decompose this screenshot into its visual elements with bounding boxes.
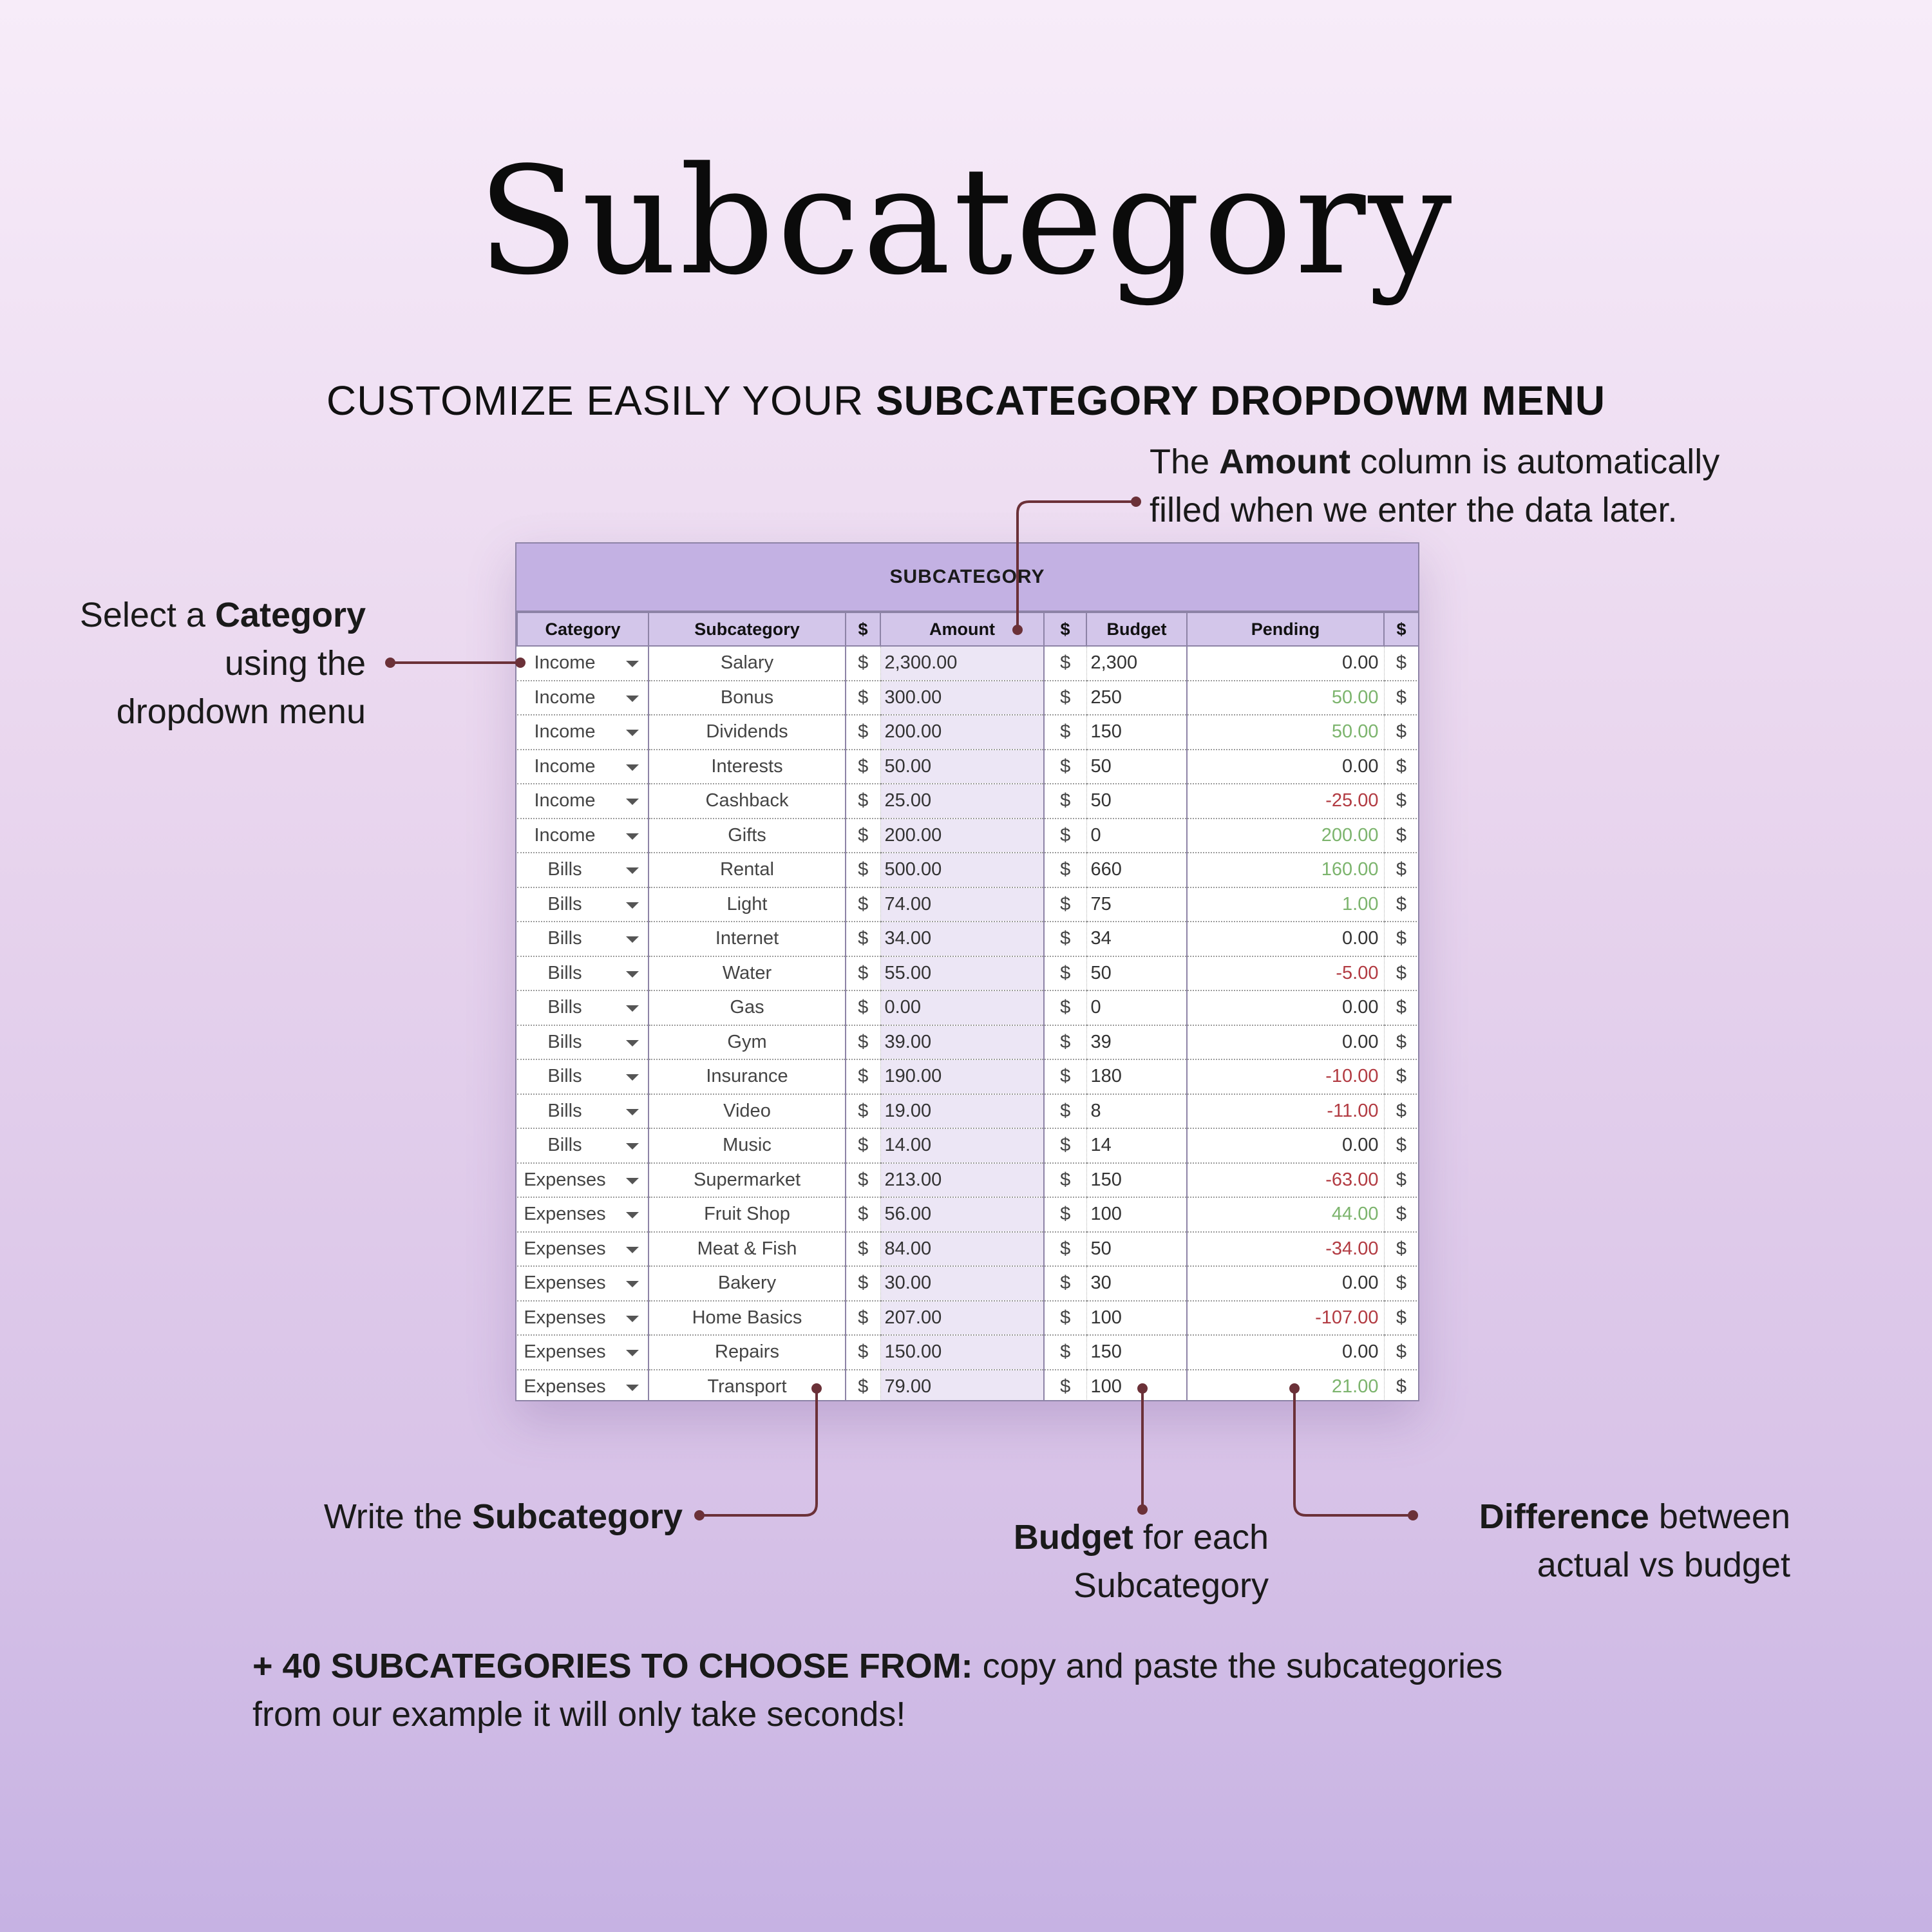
amount-cell: 79.00 bbox=[880, 1370, 1044, 1402]
subcategory-cell[interactable]: Home Basics bbox=[649, 1301, 846, 1336]
header-amount: Amount bbox=[880, 612, 1044, 646]
table-row bbox=[517, 646, 1419, 681]
budget-cell[interactable]: 100 bbox=[1086, 1197, 1187, 1232]
table-row bbox=[517, 1059, 1419, 1094]
chevron-down-icon[interactable] bbox=[626, 1281, 639, 1287]
header-currency: $ bbox=[1384, 612, 1419, 646]
currency-symbol: $ bbox=[1044, 1163, 1086, 1198]
callout-dot bbox=[1131, 497, 1141, 507]
budget-cell[interactable]: 8 bbox=[1086, 1094, 1187, 1129]
chevron-down-icon[interactable] bbox=[626, 799, 639, 805]
table-header-row bbox=[517, 612, 1419, 646]
currency-symbol: $ bbox=[1044, 1128, 1086, 1163]
header-currency: $ bbox=[846, 612, 880, 646]
category-note bbox=[26, 591, 366, 736]
category-value: Bills bbox=[547, 893, 582, 914]
currency-symbol: $ bbox=[1384, 646, 1419, 681]
category-value: Bills bbox=[547, 928, 582, 949]
amount-cell: 200.00 bbox=[880, 819, 1044, 853]
budget-cell[interactable]: 30 bbox=[1086, 1266, 1187, 1301]
currency-symbol: $ bbox=[1044, 887, 1086, 922]
table-row bbox=[517, 1301, 1419, 1336]
pending-cell: 0.00 bbox=[1187, 1025, 1384, 1060]
currency-symbol: $ bbox=[846, 750, 880, 784]
category-value: Bills bbox=[547, 859, 582, 880]
chevron-down-icon[interactable] bbox=[626, 1247, 639, 1253]
amount-cell: 55.00 bbox=[880, 956, 1044, 991]
table-row bbox=[517, 1128, 1419, 1163]
table-row bbox=[517, 750, 1419, 784]
subcategory-note-bold: Subcategory bbox=[471, 1497, 683, 1536]
amount-cell: 190.00 bbox=[880, 1059, 1044, 1094]
budget-cell[interactable]: 39 bbox=[1086, 1025, 1187, 1060]
category-value: Income bbox=[534, 652, 596, 674]
currency-symbol: $ bbox=[1044, 1301, 1086, 1336]
category-value: Expenses bbox=[524, 1307, 606, 1328]
currency-symbol: $ bbox=[1044, 1370, 1086, 1402]
subcategory-cell[interactable]: Gym bbox=[649, 1025, 846, 1060]
chevron-down-icon[interactable] bbox=[626, 1385, 639, 1391]
currency-symbol: $ bbox=[1044, 646, 1086, 681]
currency-symbol: $ bbox=[1384, 887, 1419, 922]
category-value: Expenses bbox=[524, 1341, 606, 1363]
currency-symbol: $ bbox=[1044, 819, 1086, 853]
pending-cell: 0.00 bbox=[1187, 1335, 1384, 1370]
subcategory-cell[interactable]: Fruit Shop bbox=[649, 1197, 846, 1232]
category-value: Bills bbox=[547, 1100, 582, 1121]
pending-cell: -5.00 bbox=[1187, 956, 1384, 991]
chevron-down-icon[interactable] bbox=[626, 764, 639, 771]
currency-symbol: $ bbox=[846, 1197, 880, 1232]
category-value: Income bbox=[534, 721, 596, 743]
budget-cell[interactable]: 150 bbox=[1086, 1335, 1187, 1370]
amount-cell: 39.00 bbox=[880, 1025, 1044, 1060]
footer-text: copy and paste the subcategories bbox=[972, 1647, 1503, 1685]
currency-symbol: $ bbox=[846, 1370, 880, 1402]
amount-cell: 500.00 bbox=[880, 853, 1044, 887]
category-dropdown[interactable] bbox=[517, 681, 649, 715]
pending-cell: 0.00 bbox=[1187, 1266, 1384, 1301]
subcategory-cell[interactable]: Video bbox=[649, 1094, 846, 1129]
currency-symbol: $ bbox=[1384, 1128, 1419, 1163]
header-category: Category bbox=[517, 612, 649, 646]
currency-symbol: $ bbox=[1044, 715, 1086, 750]
header-subcategory: Subcategory bbox=[649, 612, 846, 646]
table-row bbox=[517, 1232, 1419, 1267]
table-row bbox=[517, 990, 1419, 1025]
currency-symbol: $ bbox=[1044, 956, 1086, 991]
amount-cell: 207.00 bbox=[880, 1301, 1044, 1336]
chevron-down-icon[interactable] bbox=[626, 696, 639, 702]
subcategory-cell[interactable]: Gifts bbox=[649, 819, 846, 853]
category-dropdown[interactable] bbox=[517, 646, 649, 681]
category-note-pre: Select a bbox=[79, 596, 215, 634]
category-dropdown[interactable] bbox=[517, 922, 649, 956]
pending-cell: 21.00 bbox=[1187, 1370, 1384, 1402]
pending-cell: 0.00 bbox=[1187, 750, 1384, 784]
chevron-down-icon[interactable] bbox=[626, 833, 639, 840]
category-value: Bills bbox=[547, 962, 582, 983]
currency-symbol: $ bbox=[1044, 1094, 1086, 1129]
table-row bbox=[517, 1197, 1419, 1232]
currency-symbol: $ bbox=[1384, 922, 1419, 956]
amount-cell: 50.00 bbox=[880, 750, 1044, 784]
currency-symbol: $ bbox=[1384, 1163, 1419, 1198]
category-dropdown[interactable] bbox=[517, 1335, 649, 1370]
currency-symbol: $ bbox=[1044, 1335, 1086, 1370]
category-dropdown[interactable] bbox=[517, 1197, 649, 1232]
chevron-down-icon[interactable] bbox=[626, 1143, 639, 1150]
subcategory-sheet bbox=[515, 542, 1419, 1401]
callout-dot bbox=[385, 658, 395, 668]
budget-cell[interactable]: 50 bbox=[1086, 1232, 1187, 1267]
pending-cell: 50.00 bbox=[1187, 681, 1384, 715]
subcategory-cell[interactable]: Gas bbox=[649, 990, 846, 1025]
currency-symbol: $ bbox=[1384, 784, 1419, 819]
currency-symbol: $ bbox=[846, 646, 880, 681]
amount-cell: 56.00 bbox=[880, 1197, 1044, 1232]
table-row bbox=[517, 922, 1419, 956]
currency-symbol: $ bbox=[846, 1232, 880, 1267]
currency-symbol: $ bbox=[846, 1094, 880, 1129]
category-dropdown[interactable] bbox=[517, 853, 649, 887]
budget-cell[interactable]: 180 bbox=[1086, 1059, 1187, 1094]
chevron-down-icon[interactable] bbox=[626, 1074, 639, 1081]
amount-cell: 84.00 bbox=[880, 1232, 1044, 1267]
budget-cell[interactable]: 34 bbox=[1086, 922, 1187, 956]
chevron-down-icon[interactable] bbox=[626, 661, 639, 667]
budget-cell[interactable]: 14 bbox=[1086, 1128, 1187, 1163]
table-row bbox=[517, 1163, 1419, 1198]
pending-cell: 0.00 bbox=[1187, 1128, 1384, 1163]
chevron-down-icon[interactable] bbox=[626, 1005, 639, 1012]
currency-symbol: $ bbox=[846, 990, 880, 1025]
table-row bbox=[517, 1335, 1419, 1370]
subcategory-cell[interactable]: Meat & Fish bbox=[649, 1232, 846, 1267]
category-value: Expenses bbox=[524, 1238, 606, 1259]
table-row bbox=[517, 853, 1419, 887]
pending-cell: -107.00 bbox=[1187, 1301, 1384, 1336]
subcategory-cell[interactable]: Internet bbox=[649, 922, 846, 956]
category-value: Income bbox=[534, 755, 596, 777]
budget-cell[interactable]: 100 bbox=[1086, 1301, 1187, 1336]
table-row bbox=[517, 1094, 1419, 1129]
budget-note-line2: Subcategory bbox=[1073, 1566, 1269, 1605]
callout-dot bbox=[694, 1510, 705, 1520]
currency-symbol: $ bbox=[846, 956, 880, 991]
amount-note-post: column is automatically bbox=[1350, 442, 1720, 481]
table-row bbox=[517, 784, 1419, 819]
subcategory-cell[interactable]: Water bbox=[649, 956, 846, 991]
category-value: Expenses bbox=[524, 1169, 606, 1190]
category-dropdown[interactable] bbox=[517, 715, 649, 750]
pending-cell: 160.00 bbox=[1187, 853, 1384, 887]
currency-symbol: $ bbox=[1044, 1266, 1086, 1301]
amount-note bbox=[1150, 438, 1858, 535]
page-subtitle bbox=[0, 377, 1932, 424]
currency-symbol: $ bbox=[1044, 1197, 1086, 1232]
difference-note-post: between bbox=[1649, 1497, 1790, 1536]
amount-cell: 34.00 bbox=[880, 922, 1044, 956]
category-value: Income bbox=[534, 790, 596, 811]
amount-cell: 300.00 bbox=[880, 681, 1044, 715]
currency-symbol: $ bbox=[1384, 1059, 1419, 1094]
budget-cell[interactable]: 75 bbox=[1086, 887, 1187, 922]
category-note-line2: using the bbox=[224, 644, 366, 683]
subcategory-cell[interactable]: Interests bbox=[649, 750, 846, 784]
currency-symbol: $ bbox=[846, 715, 880, 750]
amount-cell: 150.00 bbox=[880, 1335, 1044, 1370]
budget-cell[interactable]: 150 bbox=[1086, 715, 1187, 750]
category-dropdown[interactable] bbox=[517, 990, 649, 1025]
currency-symbol: $ bbox=[846, 1025, 880, 1060]
currency-symbol: $ bbox=[846, 819, 880, 853]
budget-cell[interactable]: 50 bbox=[1086, 956, 1187, 991]
currency-symbol: $ bbox=[846, 1301, 880, 1336]
header-budget: Budget bbox=[1086, 612, 1187, 646]
budget-note bbox=[902, 1513, 1269, 1610]
table-row bbox=[517, 887, 1419, 922]
footer-bold: + 40 SUBCATEGORIES TO CHOOSE FROM: bbox=[252, 1647, 973, 1685]
chevron-down-icon[interactable] bbox=[626, 1316, 639, 1322]
currency-symbol: $ bbox=[1384, 715, 1419, 750]
currency-symbol: $ bbox=[1384, 1094, 1419, 1129]
currency-symbol: $ bbox=[1044, 784, 1086, 819]
pending-cell: -10.00 bbox=[1187, 1059, 1384, 1094]
chevron-down-icon[interactable] bbox=[626, 1350, 639, 1356]
header-pending: Pending bbox=[1187, 612, 1384, 646]
subcategory-cell[interactable]: Rental bbox=[649, 853, 846, 887]
category-dropdown[interactable] bbox=[517, 1301, 649, 1336]
currency-symbol: $ bbox=[846, 1163, 880, 1198]
chevron-down-icon[interactable] bbox=[626, 971, 639, 978]
budget-cell[interactable]: 250 bbox=[1086, 681, 1187, 715]
pending-cell: 44.00 bbox=[1187, 1197, 1384, 1232]
subcategory-cell[interactable]: Dividends bbox=[649, 715, 846, 750]
category-dropdown[interactable] bbox=[517, 1266, 649, 1301]
currency-symbol: $ bbox=[1384, 1025, 1419, 1060]
table-row bbox=[517, 715, 1419, 750]
budget-cell[interactable]: 0 bbox=[1086, 819, 1187, 853]
chevron-down-icon[interactable] bbox=[626, 730, 639, 736]
budget-cell[interactable]: 150 bbox=[1086, 1163, 1187, 1198]
subcategory-cell[interactable]: Repairs bbox=[649, 1335, 846, 1370]
chevron-down-icon[interactable] bbox=[626, 936, 639, 943]
currency-symbol: $ bbox=[1044, 990, 1086, 1025]
table-row bbox=[517, 1266, 1419, 1301]
subcategory-note bbox=[245, 1493, 683, 1541]
subcategory-cell[interactable]: Bonus bbox=[649, 681, 846, 715]
chevron-down-icon[interactable] bbox=[626, 1109, 639, 1115]
currency-symbol: $ bbox=[1044, 1059, 1086, 1094]
currency-symbol: $ bbox=[1044, 750, 1086, 784]
subcategory-note-pre: Write the bbox=[323, 1497, 472, 1536]
table-row bbox=[517, 956, 1419, 991]
amount-cell: 25.00 bbox=[880, 784, 1044, 819]
category-value: Bills bbox=[547, 1135, 582, 1156]
category-note-line3: dropdown menu bbox=[116, 692, 366, 731]
subcategory-cell[interactable]: Music bbox=[649, 1128, 846, 1163]
chevron-down-icon[interactable] bbox=[626, 902, 639, 909]
subcategory-cell[interactable]: Supermarket bbox=[649, 1163, 846, 1198]
category-value: Income bbox=[534, 687, 596, 708]
currency-symbol: $ bbox=[1384, 956, 1419, 991]
amount-cell: 2,300.00 bbox=[880, 646, 1044, 681]
pending-cell: -63.00 bbox=[1187, 1163, 1384, 1198]
footer-line2: from our example it will only take seconds! bbox=[252, 1695, 906, 1734]
amount-cell: 0.00 bbox=[880, 990, 1044, 1025]
category-value: Bills bbox=[547, 1066, 582, 1087]
currency-symbol: $ bbox=[1384, 990, 1419, 1025]
currency-symbol: $ bbox=[1044, 1232, 1086, 1267]
category-dropdown[interactable] bbox=[517, 1232, 649, 1267]
pending-cell: 1.00 bbox=[1187, 887, 1384, 922]
subtitle-bold: SUBCATEGORY DROPDOWM MENU bbox=[875, 377, 1606, 424]
currency-symbol: $ bbox=[1384, 853, 1419, 887]
amount-cell: 200.00 bbox=[880, 715, 1044, 750]
budget-cell[interactable]: 2,300 bbox=[1086, 646, 1187, 681]
category-dropdown[interactable] bbox=[517, 1025, 649, 1060]
budget-cell[interactable]: 0 bbox=[1086, 990, 1187, 1025]
subtitle-regular: CUSTOMIZE EASILY YOUR bbox=[326, 377, 876, 424]
chevron-down-icon[interactable] bbox=[626, 1040, 639, 1046]
currency-symbol: $ bbox=[1384, 750, 1419, 784]
currency-symbol: $ bbox=[1044, 922, 1086, 956]
budget-note-post: for each bbox=[1133, 1518, 1269, 1557]
currency-symbol: $ bbox=[846, 1128, 880, 1163]
pending-cell: -34.00 bbox=[1187, 1232, 1384, 1267]
table-row bbox=[517, 819, 1419, 853]
pending-cell: 0.00 bbox=[1187, 990, 1384, 1025]
currency-symbol: $ bbox=[846, 1335, 880, 1370]
budget-cell[interactable]: 50 bbox=[1086, 750, 1187, 784]
pending-cell: 0.00 bbox=[1187, 922, 1384, 956]
subcategory-cell[interactable]: Bakery bbox=[649, 1266, 846, 1301]
amount-cell: 74.00 bbox=[880, 887, 1044, 922]
footer-note bbox=[252, 1642, 1734, 1739]
currency-symbol: $ bbox=[846, 1059, 880, 1094]
pending-cell: 200.00 bbox=[1187, 819, 1384, 853]
difference-note-line2: actual vs budget bbox=[1537, 1546, 1790, 1584]
category-note-bold: Category bbox=[214, 596, 366, 634]
currency-symbol: $ bbox=[1384, 1335, 1419, 1370]
category-dropdown[interactable] bbox=[517, 1128, 649, 1163]
subcategory-cell[interactable]: Insurance bbox=[649, 1059, 846, 1094]
subcategory-cell[interactable]: Cashback bbox=[649, 784, 846, 819]
budget-cell[interactable]: 50 bbox=[1086, 784, 1187, 819]
currency-symbol: $ bbox=[1044, 1025, 1086, 1060]
category-dropdown[interactable] bbox=[517, 887, 649, 922]
category-value: Bills bbox=[547, 1031, 582, 1052]
category-dropdown[interactable] bbox=[517, 784, 649, 819]
currency-symbol: $ bbox=[846, 922, 880, 956]
currency-symbol: $ bbox=[1384, 1232, 1419, 1267]
header-currency: $ bbox=[1044, 612, 1086, 646]
budget-cell[interactable]: 100 bbox=[1086, 1370, 1187, 1402]
currency-symbol: $ bbox=[1384, 1197, 1419, 1232]
table-row bbox=[517, 681, 1419, 715]
category-value: Bills bbox=[547, 997, 582, 1018]
category-value: Expenses bbox=[524, 1273, 606, 1294]
amount-note-bold: Amount bbox=[1219, 442, 1351, 481]
amount-cell: 213.00 bbox=[880, 1163, 1044, 1198]
currency-symbol: $ bbox=[1384, 819, 1419, 853]
currency-symbol: $ bbox=[1044, 853, 1086, 887]
currency-symbol: $ bbox=[1384, 1301, 1419, 1336]
table-row bbox=[517, 1370, 1419, 1402]
chevron-down-icon[interactable] bbox=[626, 867, 639, 874]
category-dropdown[interactable] bbox=[517, 1370, 649, 1402]
callout-subcategory-line bbox=[699, 1388, 817, 1515]
difference-note bbox=[1378, 1493, 1790, 1589]
currency-symbol: $ bbox=[1384, 1370, 1419, 1402]
currency-symbol: $ bbox=[846, 681, 880, 715]
category-value: Expenses bbox=[524, 1204, 606, 1225]
currency-symbol: $ bbox=[846, 853, 880, 887]
currency-symbol: $ bbox=[1384, 681, 1419, 715]
table-row bbox=[517, 1025, 1419, 1060]
pending-cell: -25.00 bbox=[1187, 784, 1384, 819]
page-title: Subcategory bbox=[477, 136, 1455, 308]
category-dropdown[interactable] bbox=[517, 819, 649, 853]
budget-cell[interactable]: 660 bbox=[1086, 853, 1187, 887]
currency-symbol: $ bbox=[846, 784, 880, 819]
currency-symbol: $ bbox=[1044, 681, 1086, 715]
pending-cell: -11.00 bbox=[1187, 1094, 1384, 1129]
budget-note-bold: Budget bbox=[1013, 1518, 1133, 1557]
subcategory-cell[interactable]: Transport bbox=[649, 1370, 846, 1402]
chevron-down-icon[interactable] bbox=[626, 1212, 639, 1218]
currency-symbol: $ bbox=[846, 1266, 880, 1301]
amount-note-pre: The bbox=[1150, 442, 1220, 481]
amount-cell: 19.00 bbox=[880, 1094, 1044, 1129]
category-dropdown[interactable] bbox=[517, 1094, 649, 1129]
amount-note-line2: filled when we enter the data later. bbox=[1150, 491, 1678, 529]
currency-symbol: $ bbox=[1384, 1266, 1419, 1301]
subcategory-cell[interactable]: Salary bbox=[649, 646, 846, 681]
category-dropdown[interactable] bbox=[517, 956, 649, 991]
pending-cell: 50.00 bbox=[1187, 715, 1384, 750]
category-value: Income bbox=[534, 824, 596, 846]
amount-cell: 30.00 bbox=[880, 1266, 1044, 1301]
pending-cell: 0.00 bbox=[1187, 646, 1384, 681]
category-dropdown[interactable] bbox=[517, 1163, 649, 1198]
sheet-title: SUBCATEGORY bbox=[516, 544, 1418, 612]
difference-note-bold: Difference bbox=[1479, 1497, 1649, 1536]
chevron-down-icon[interactable] bbox=[626, 1178, 639, 1184]
category-dropdown[interactable] bbox=[517, 750, 649, 784]
currency-symbol: $ bbox=[846, 887, 880, 922]
subcategory-cell[interactable]: Light bbox=[649, 887, 846, 922]
category-dropdown[interactable] bbox=[517, 1059, 649, 1094]
amount-cell: 14.00 bbox=[880, 1128, 1044, 1163]
subcategory-table bbox=[516, 612, 1419, 1401]
category-value: Expenses bbox=[524, 1376, 606, 1397]
